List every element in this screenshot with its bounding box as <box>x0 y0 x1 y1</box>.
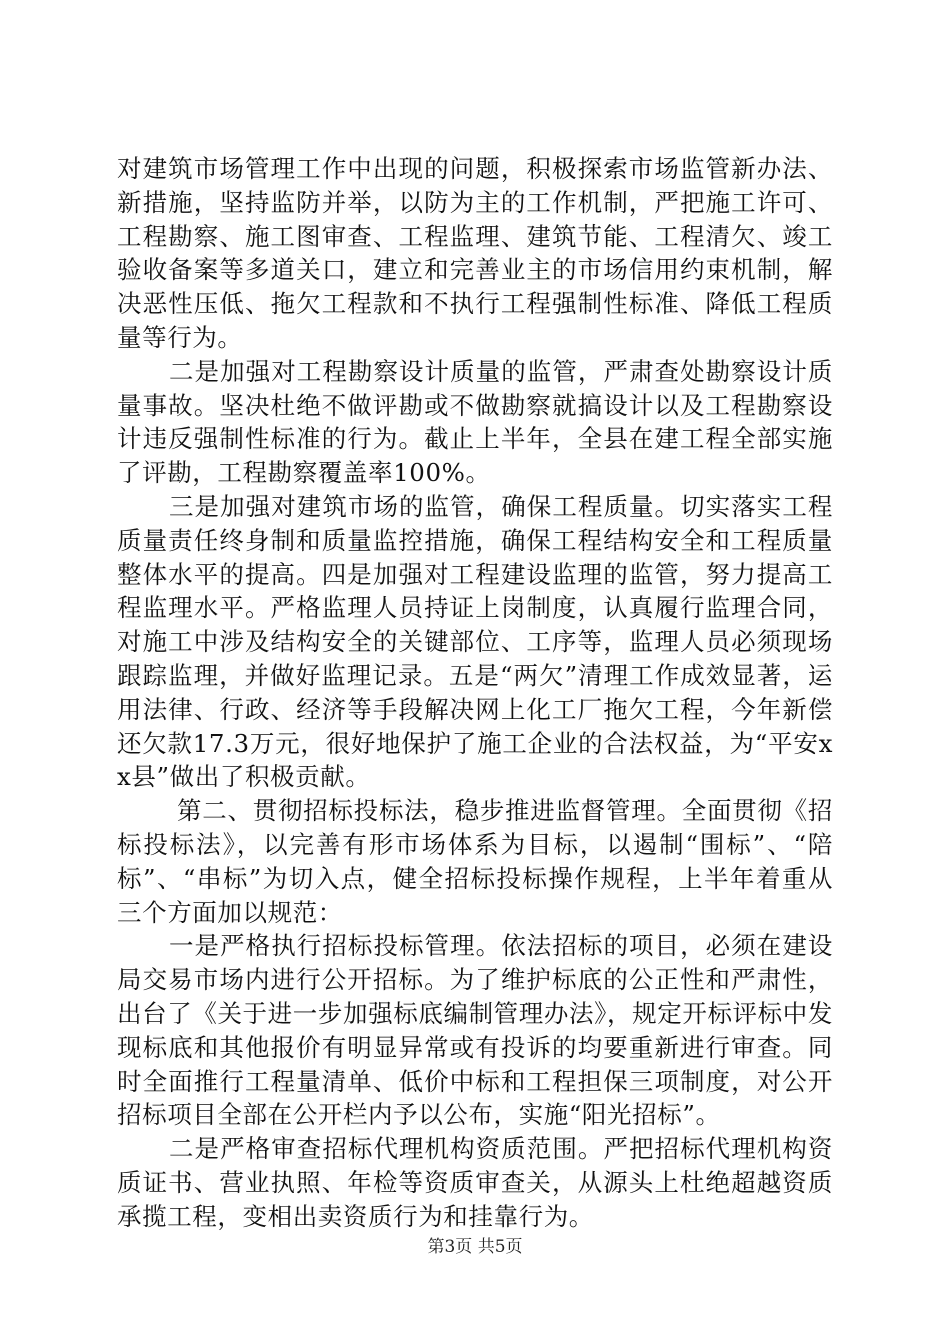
document-body <box>117 152 833 1234</box>
paragraph-continuation: 对建筑市场管理工作中出现的问题，积极探索市场监管新办法、新措施，坚持监防并举，以防为主的工作机制，严把施工许可、工程勘察、施工图审查、工程监理、建筑节能、工程清欠、竣工验收备案等多道关口，建立和完善业主的市场信用约束机制，解决恶性压低、拖欠工程款和不执行工程强制性标准、降低工程质量等行为。 <box>117 154 833 352</box>
paragraph-market-supervision: 三是加强对建筑市场的监管，确保工程质量。切实落实工程质量责任终身制和质量监控措施，确保工程结构安全和工程质量整体水平的提高。四是加强对工程建设监理的监管，努力提高工程监理水平。严格监理人员持证上岗制度，认真履行监理合同，对施工中涉及结构安全的关键部位、工序等，监理人员必须现场跟踪监理，并做好监理记录。五是“两欠”清理工作成效显著，运用法律、行政、经济等手段解决网上化工厂拖欠工程，今年新偿还欠款17.3万元，很好地保护了施工企业的合法权益，为“平安xx县”做出了积极贡献。 <box>117 491 833 792</box>
paragraph-bidding-management: 一是严格执行招标投标管理。依法招标的项目，必须在建设局交易市场内进行公开招标。为了维护标底的公正性和严肃性，出台了《关于进一步加强标底编制管理办法》，规定开标评标中发现标底和其他报价有明显异常或有投诉的均要重新进行审查。同时全面推行工程量清单、低价中标和工程担保三项制度，对公开招标项目全部在公开栏内予以公布，实施“阳光招标”。 <box>117 931 833 1130</box>
paragraph-survey-design: 二是加强对工程勘察设计质量的监管，严肃查处勘察设计质量事故。坚决杜绝不做评勘或不做勘察就搞设计以及工程勘察设计违反强制性标准的行为。截止上半年，全县在建工程全部实施了评勘，工程勘察覆盖率100%。 <box>117 356 833 488</box>
paragraph-agency-review: 二是严格审查招标代理机构资质范围。严把招标代理机构资质证书、营业执照、年检等资质审查关，从源头上杜绝超越资质承揽工程，变相出卖资质行为和挂靠行为。 <box>117 1134 833 1231</box>
page-number-footer: 第3页 共5页 <box>427 1237 523 1257</box>
paragraph-bidding-law: 第二、贯彻招标投标法，稳步推进监督管理。全面贯彻《招标投标法》，以完善有形市场体系为目标，以遏制“围标”、“陪标”、“串标”为切入点，健全招标投标操作规程，上半年着重从三个方面加以规范： <box>117 796 833 927</box>
